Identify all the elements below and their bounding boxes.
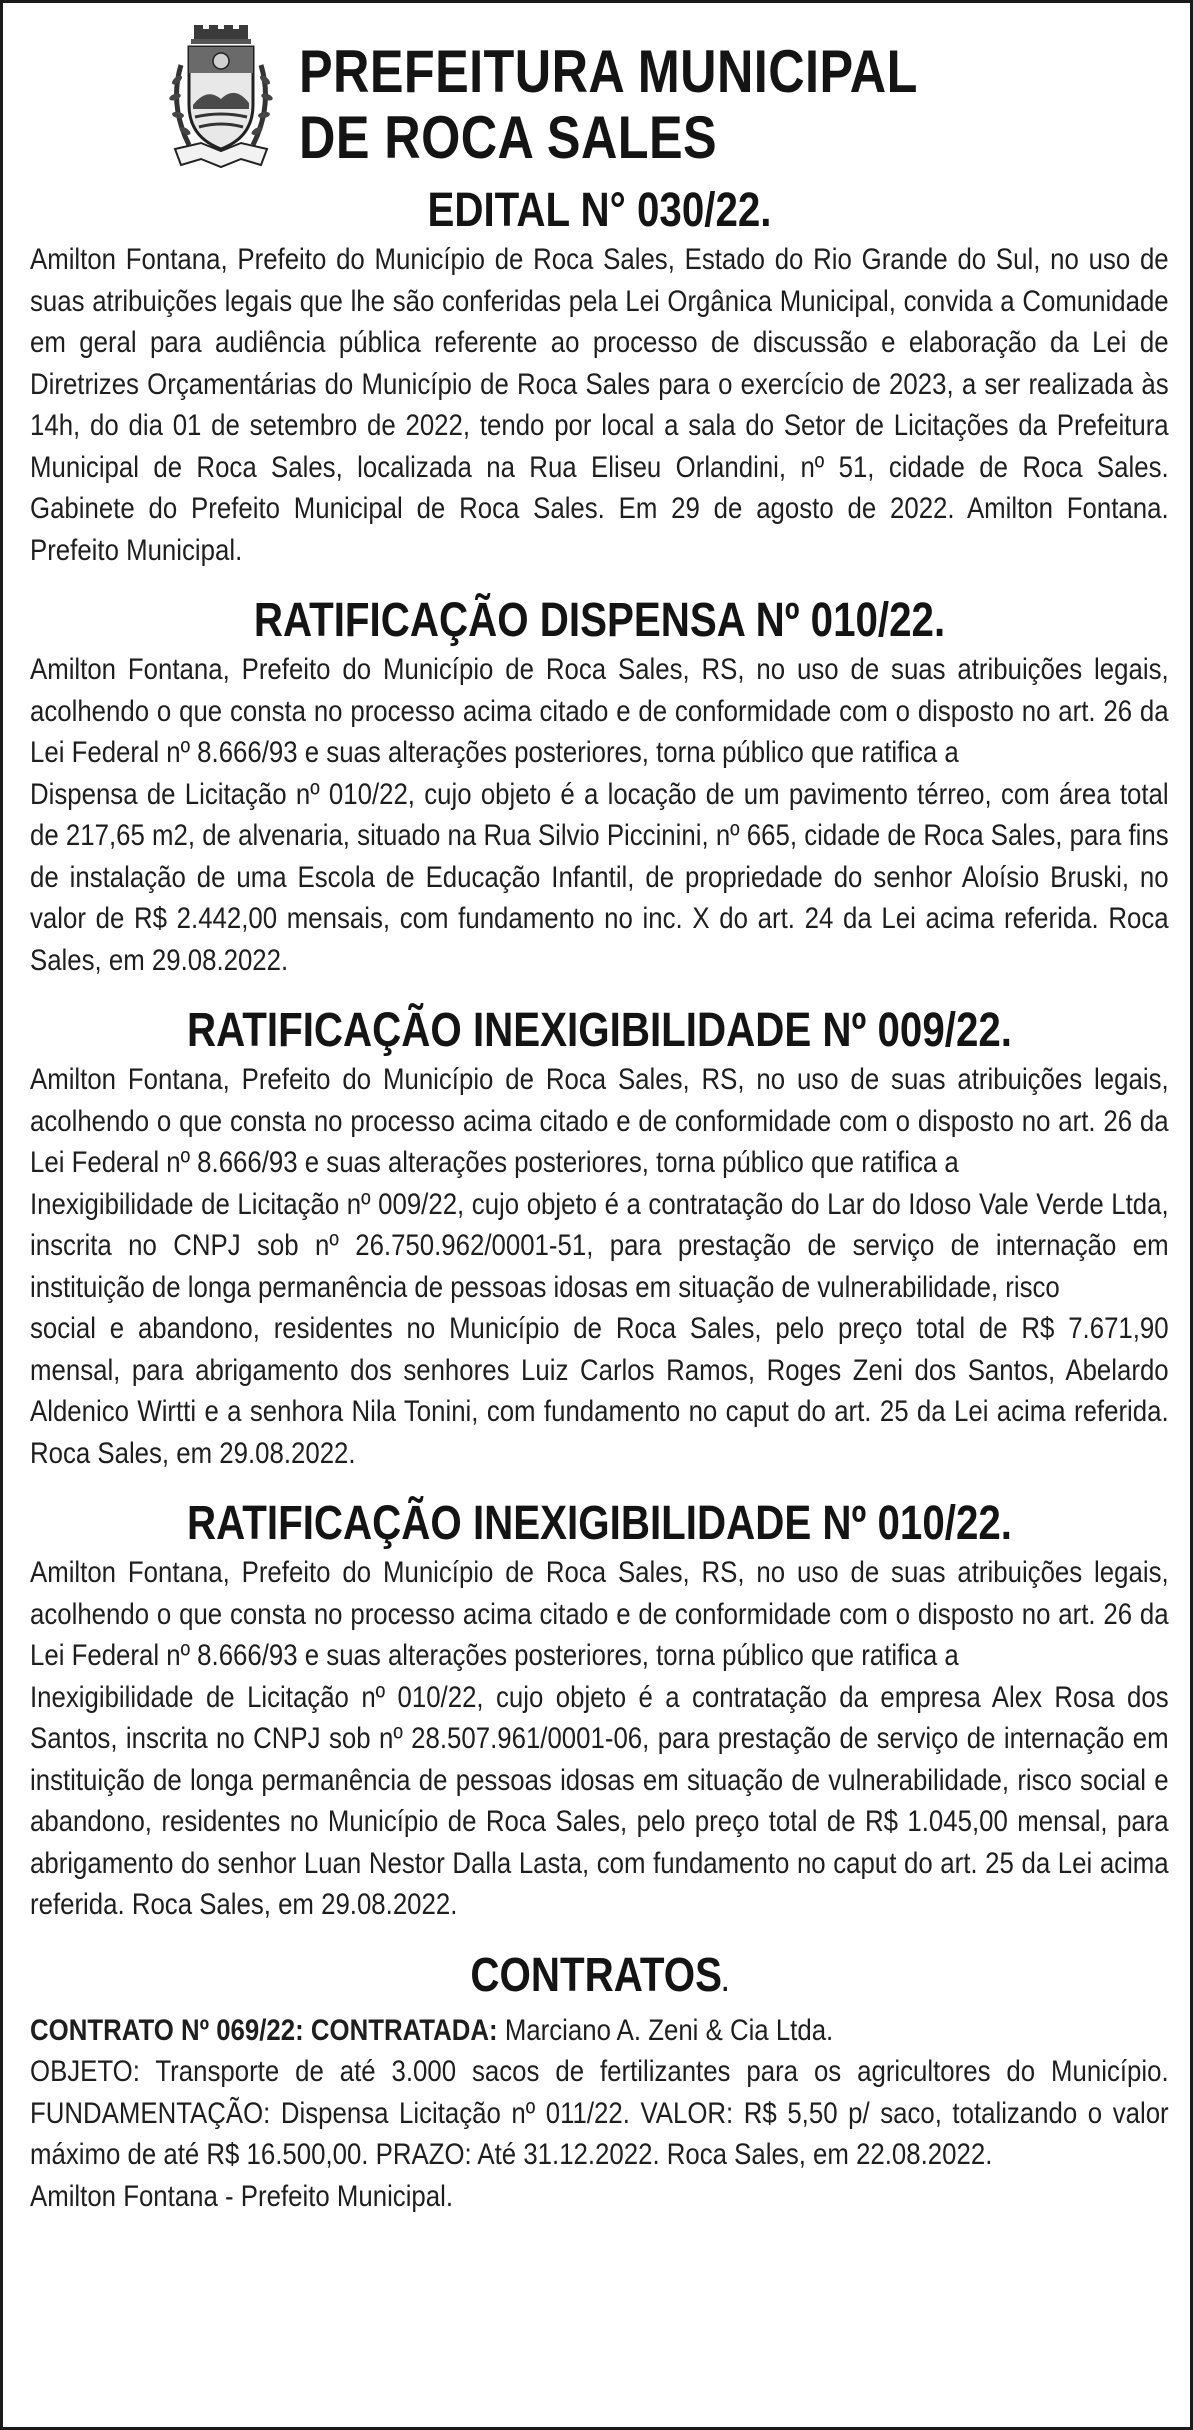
contractor-name: Marciano A. Zeni & Cia Ltda. <box>504 2013 834 2047</box>
contract-label: CONTRATO Nº 069/22: CONTRATADA: <box>30 2013 498 2047</box>
section-paragraph: Amilton Fontana, Prefeito do Município de Roca Sales, Estado do Rio Grande do Sul, no uso de suas atribuições legais que lhe são conferidas pela Lei Orgânica Municipal, convida a Comunidade em geral para audiência pública referente ao processo de discussão e elaboração da Lei de Diretrizes Orçamentárias do Município de Roca Sales para o exercício de 2023, a ser realizada às 14h, do dia 01 de setembro de 2022, tendo por local a sala do Setor de Licitações da Prefeitura Municipal de Roca Sales, localizada na Rua Eliseu Orlandini, nº 51, cidade de Roca Sales. Gabinete do Prefeito Municipal de Roca Sales. Em 29 de agosto de 2022. Amilton Fontana. Prefeito Municipal. <box>30 243 1169 567</box>
contracts-heading-text: CONTRATOS <box>470 1948 723 2002</box>
section-heading-inexigibilidade-010: RATIFICAÇÃO INEXIGIBILIDADE Nº 010/22. <box>187 1497 1012 1550</box>
section-paragraph: Dispensa de Licitação nº 010/22, cujo objeto é a locação de um pavimento térreo, com área total de 217,65 m2, de alvenaria, situado na Rua Silvio Piccinini, nº 665, cidade de Roca Sales, para fins de instalação de uma Escola de Educação Infantil, de propriedade do senhor Aloísio Bruski, no valor de R$ 2.442,00 mensais, com fundamento no inc. X do art. 24 da Lei acima referida. Roca Sales, em 29.08.2022. <box>30 777 1169 977</box>
org-title-line-2: DE ROCA SALES <box>299 104 718 171</box>
org-title <box>299 39 918 171</box>
section-paragraph: Inexigibilidade de Licitação nº 009/22, cujo objeto é a contratação do Lar do Idoso Vale Verde Ltda, inscrita no CNPJ sob nº 26.750.962/0001-51, para prestação de serviço de internação em instituição de longa permanência de pessoas idosas em situação de vulnerabilidade, risco <box>30 1187 1169 1304</box>
contract-signature: Amilton Fontana - Prefeito Municipal. <box>30 2179 454 2213</box>
coat-of-arms-icon <box>161 25 281 175</box>
section-heading-ratificacao-dispensa: RATIFICAÇÃO DISPENSA Nº 010/22. <box>253 594 946 647</box>
section-paragraph: Amilton Fontana, Prefeito do Município de Roca Sales, RS, no uso de suas atribuições legais, acolhendo o que consta no processo acima citado e de conformidade com o disposto no art. 26 da Lei Federal nº 8.666/93 e suas alterações posteriores, torna público que ratifica a <box>30 1556 1169 1672</box>
section-paragraph: Amilton Fontana, Prefeito do Município de Roca Sales, RS, no uso de suas atribuições legais, acolhendo o que consta no processo acima citado e de conformidade com o disposto no art. 26 da Lei Federal nº 8.666/93 e suas alterações posteriores, torna público que ratifica a <box>30 653 1169 769</box>
section-heading-edital: EDITAL N° 030/22. <box>427 184 772 237</box>
section-paragraph: social e abandono, residentes no Município de Roca Sales, pelo preço total de R$ 7.671,90 mensal, para abrigamento dos senhores Luiz Carlos Ramos, Roges Zeni dos Santos, Abelardo Aldenico Wirtti e a senhora Nila Tonini, com fundamento no caput do art. 25 da Lei acima referida. Roca Sales, em 29.08.2022. <box>30 1312 1169 1470</box>
notice-content <box>30 183 1169 2217</box>
page-header <box>3 21 1193 186</box>
org-title-line-1: PREFEITURA MUNICIPAL <box>299 38 918 105</box>
section-heading-inexigibilidade-009: RATIFICAÇÃO INEXIGIBILIDADE Nº 009/22. <box>187 1004 1012 1057</box>
section-heading-contratos <box>121 1948 1078 2010</box>
contract-details: OBJETO: Transporte de até 3.000 sacos de fertilizantes para os agricultores do Município. FUNDAMENTAÇÃO: Dispensa Licitação nº 011/22. VALOR: R$ 5,50 p/ saco, totalizando o valor máximo de até R$ 16.500,00. PRAZO: Até 31.12.2022. Roca Sales, em 22.08.2022. <box>30 2055 1169 2171</box>
section-paragraph: Inexigibilidade de Licitação nº 010/22, cujo objeto é a contratação da empresa Alex Rosa dos Santos, inscrita no CNPJ sob nº 28.507.961/0001-06, para prestação de serviço de internação em instituição de longa permanência de pessoas idosas em situação de vulnerabilidade, risco social e abandono, residentes no Município de Roca Sales, pelo preço total de R$ 1.045,00 mensal, para abrigamento do senhor Luan Nestor Dalla Lasta, com fundamento no caput do art. 25 da Lei acima referida. Roca Sales, em 29.08.2022. <box>30 1680 1169 1921</box>
contract-header-line <box>30 2010 1169 2052</box>
section-paragraph: Amilton Fontana, Prefeito do Município de Roca Sales, RS, no uso de suas atribuições legais, acolhendo o que consta no processo acima citado e de conformidade com o disposto no art. 26 da Lei Federal nº 8.666/93 e suas alterações posteriores, torna público que ratifica a <box>30 1063 1169 1179</box>
contracts-heading-suffix: . <box>722 1965 729 1997</box>
